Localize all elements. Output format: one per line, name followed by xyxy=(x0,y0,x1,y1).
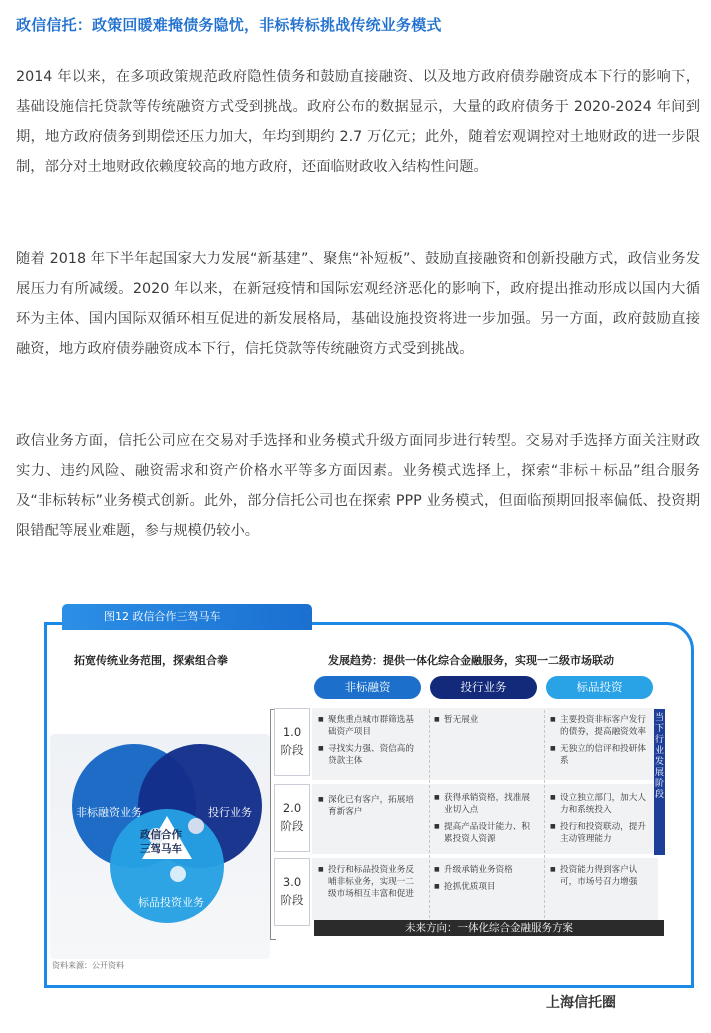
list-item: ■ 投行和标品投资业务反哺非标业务，实现一二级市场相互丰富和促进 xyxy=(318,864,422,900)
building-icon xyxy=(170,866,186,882)
list-item: ■ 抢抓优质项目 xyxy=(434,881,538,893)
label-nonstandard: 非标融资业务 xyxy=(76,806,142,819)
stage-1-label xyxy=(274,708,310,776)
label-standard: 标品投资业务 xyxy=(138,896,204,909)
current-stage-bar: 当下行业发展阶段 xyxy=(654,709,665,855)
stage-2-label xyxy=(274,784,310,852)
stage-3-text: 阶段 xyxy=(280,893,304,907)
right-panel-title: 发展趋势：提供一体化综合金融服务，实现一二级市场联动 xyxy=(328,654,614,667)
list-item: ■ 升级承销业务资格 xyxy=(434,864,538,876)
left-panel-title: 拓宽传统业务范围，探索组合拳 xyxy=(74,654,228,667)
label-investbank: 投行业务 xyxy=(208,806,252,819)
paragraph-3: 政信业务方面，信托公司应在交易对手选择和业务模式升级方面同步进行转型。交易对手选择方面关注财政实力、违约风险、融资需求和资产价格水平等多方面因素。业务模式选择上，探索“非标＋标品”组合服务及“非标转标”业务模式创新。此外，部分信托公司也在探索 PPP 业务模式，但面临预期回报率偏低、投资期限错配等展业难题，参与规模仍较小。 xyxy=(16,433,700,539)
list-item: ■ 寻找实力强、资信高的贷款主体 xyxy=(318,743,422,767)
stage-3-col2 xyxy=(434,864,538,898)
figure-title-tab: 图12 政信合作三驾马车 xyxy=(62,604,312,630)
center-label-line1: 政信合作 xyxy=(140,829,182,841)
paragraph-1: 2014 年以来，在多项政策规范政府隐性债务和鼓励直接融资、以及地方政府债券融资成本下行的影响下，基础设施信托贷款等传统融资方式受到挑战。政府公布的数据显示，大量的政府债务于 2020-2024 年间到期，地方政府债务到期偿还压力加大，年均到期约 2.7 万亿元；此外，随着宏观调控对土地财政的进一步限制，部分对土地财政依赖度较高的地方政府，还面临财政收入结构性问题。 xyxy=(16,69,700,175)
future-direction-bar: 未来方向：一体化综合金融服务方案 xyxy=(314,920,664,936)
list-item: ■ 无独立的信评和投研体系 xyxy=(550,743,650,767)
stage-3-col3 xyxy=(550,864,650,893)
stage-1-col1 xyxy=(318,714,422,772)
stage-2-col1 xyxy=(318,794,422,823)
column-header-standard: 标品投资 xyxy=(546,676,653,699)
handshake-icon xyxy=(188,818,204,834)
stage-1-text: 阶段 xyxy=(280,743,304,757)
stage-1-col3 xyxy=(550,714,650,772)
list-item: ■ 提高产品设计能力、积累投资人资源 xyxy=(434,821,538,845)
list-item: ■ 获得承销资格，找准展业切入点 xyxy=(434,792,538,816)
source-note: 资料来源：公开资料 xyxy=(52,961,124,970)
figure-12 xyxy=(44,594,696,996)
center-label xyxy=(138,828,184,856)
article-heading: 政信信托：政策回暖难掩债务隐忧，非标转标挑战传统业务模式 xyxy=(16,16,442,34)
list-item: ■ 聚焦重点城市群筛选基础资产项目 xyxy=(318,714,422,738)
list-item: ■ 设立独立部门，加大人力和系统投入 xyxy=(550,792,650,816)
watermark: 上海信托圈 xyxy=(546,995,616,1011)
stage-1-col2 xyxy=(434,714,538,731)
column-divider-1 xyxy=(429,710,430,918)
stage-2-col2 xyxy=(434,792,538,850)
column-header-investbank: 投行业务 xyxy=(430,676,537,699)
center-label-line2: 三驾马车 xyxy=(140,843,182,855)
list-item: ■ 深化已有客户，拓展培育新客户 xyxy=(318,794,422,818)
list-item: ■ 主要投资非标客户发行的债券，提高融资效率 xyxy=(550,714,650,738)
stage-2-text: 阶段 xyxy=(280,819,304,833)
stage-3-number: 3.0 xyxy=(282,875,302,889)
stage-1-number: 1.0 xyxy=(282,725,302,739)
list-item: ■ 投行和投资联动，提升主动管理能力 xyxy=(550,821,650,845)
stage-2-col3 xyxy=(550,792,650,850)
list-item: ■ 投资能力得到客户认可，市场号召力增强 xyxy=(550,864,650,888)
column-divider-2 xyxy=(544,710,545,918)
list-item: ■ 暂无展业 xyxy=(434,714,538,726)
paragraph-2: 随着 2018 年下半年起国家大力发展“新基建”、聚焦“补短板”、鼓励直接融资和创新投融方式，政信业务发展压力有所减缓。2020 年以来，在新冠疫情和国际宏观经济恶化的影响下，政府提出推动形成以国内大循环为主体、国内国际双循环相互促进的新发展格局，基础设施投资将进一步加强。另一方面，政府鼓励直接融资，地方政府债券融资成本下行，信托贷款等传统融资方式受到挑战。 xyxy=(16,251,700,357)
stage-2-number: 2.0 xyxy=(282,801,302,815)
stage-3-col1 xyxy=(318,864,422,905)
column-header-nonstandard: 非标融资 xyxy=(314,676,421,699)
stage-3-label xyxy=(274,858,310,926)
